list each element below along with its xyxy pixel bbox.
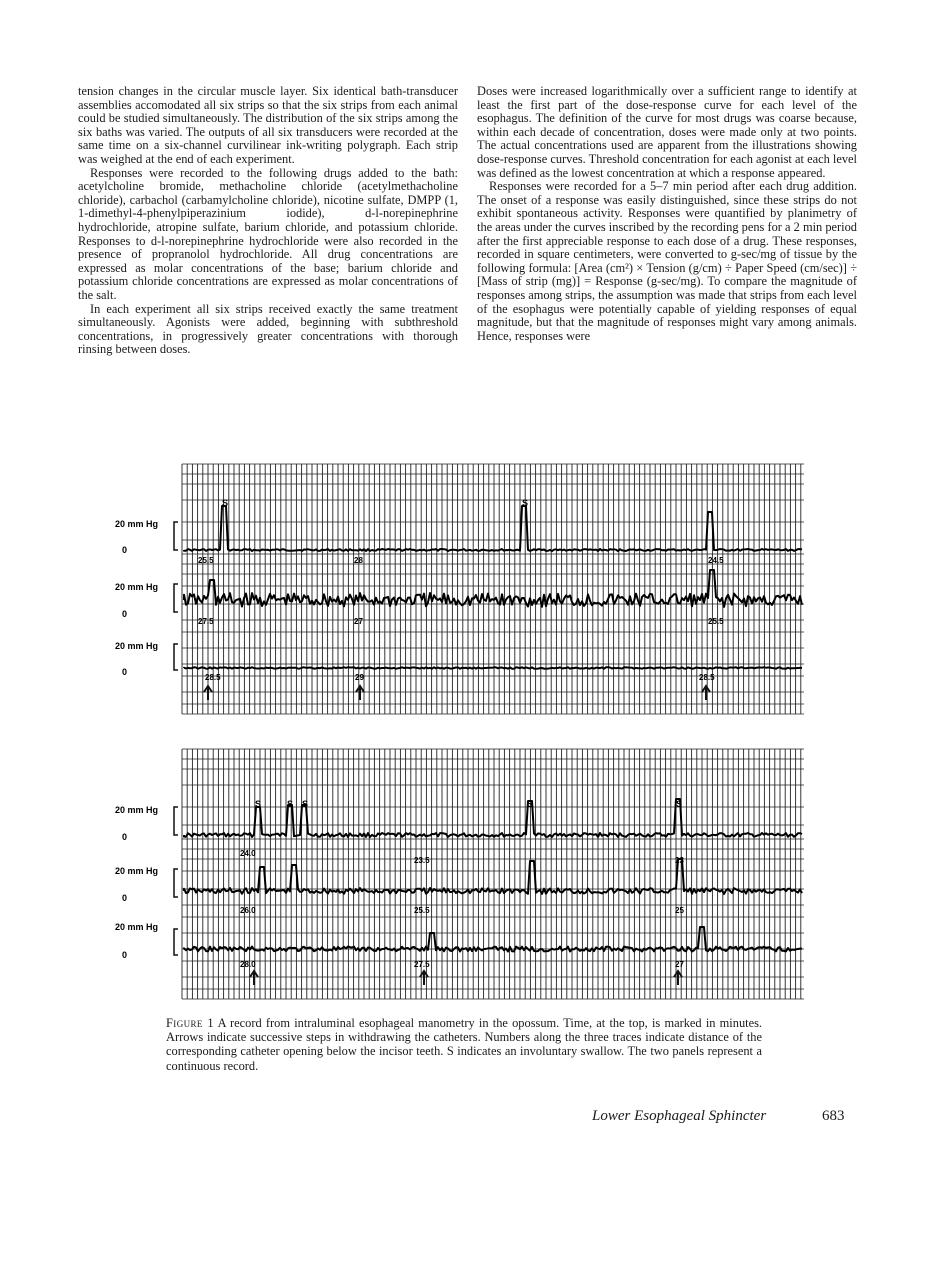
trace-number: 25: [675, 906, 684, 915]
zero-label: 0: [122, 667, 128, 677]
right-text-column: [477, 85, 857, 343]
paragraph: Responses were recorded to the following drugs added to the bath: acetylcholine bromide, methacholine chloride (acetylmethacholine chloride), carbachol (carbamylcholine chloride), nicotine sulfate, DMPP (1, 1-dimethyl-4-phenylpiperazinium iodide), d-l-norepinephrine hydrochloride, atropine sulfate, barium chloride, and potassium chloride. Responses to d-l-norepinephrine hydrochloride were also recorded in the presence of propranolol hydrochloride. All drug concentrations are expressed as molar concentrations of the base; barium chloride and potassium chloride concentrations are expressed as molar concentrations of the salt.: [78, 165, 458, 302]
trace-number: 26.0: [240, 906, 256, 915]
scale-label: 20 mm Hg: [115, 805, 159, 815]
scale-label: 20 mm Hg: [115, 866, 159, 876]
swallow-mark: S: [522, 498, 529, 508]
scale-label: 20 mm Hg: [115, 641, 159, 651]
caption-text: A record from intraluminal esophageal manometry in the opossum. Time, at the top, is marked in minutes. Arrows indicate successive steps in withdrawing the catheters. Numbers along the three traces indicate distance of the corresponding catheter opening below the incisor teeth. S indicates an involuntary swallow. The two panels represent a continuous record.: [166, 1016, 763, 1073]
trace-number: 25.5: [414, 906, 430, 915]
trace-number: 28.0: [240, 960, 256, 969]
trace-number: 25.5: [708, 617, 724, 626]
left-text-column: [78, 85, 458, 357]
chart-grid: [174, 749, 804, 999]
withdrawal-arrow-icon: [250, 971, 258, 985]
withdrawal-arrow-icon: [702, 686, 710, 700]
withdrawal-arrow-icon: [356, 686, 364, 700]
trace-number: 29: [355, 673, 364, 682]
figure-label: Figure 1: [166, 1016, 215, 1030]
running-title: Lower Esophageal Sphincter: [592, 1108, 767, 1124]
zero-label: 0: [122, 832, 128, 842]
swallow-mark: S: [302, 799, 309, 809]
pressure-traces: [184, 506, 802, 669]
pressure-traces: [184, 799, 802, 952]
swallow-mark: S: [287, 799, 294, 809]
trace-number: 27.5: [198, 617, 214, 626]
zero-label: 0: [122, 893, 128, 903]
paragraph: tension changes in the circular muscle layer. Six identical bath-transducer assemblies accomodated all six strips so that the six strips from each animal could be studied simultaneously. The distribution of the six strips among the six baths was varied. The outputs of all six transducers were recorded at the same time on a six-channel curvilinear ink-writing polygraph. Each strip was weighed at the end of each experiment.: [78, 84, 458, 166]
page-number: 683: [822, 1108, 845, 1124]
trace-number: 24.5: [708, 556, 724, 565]
swallow-mark: S: [527, 799, 534, 809]
trace-number: 27: [675, 960, 684, 969]
scale-label: 20 mm Hg: [115, 922, 159, 932]
manometry-panel-top: [112, 460, 812, 718]
scale-label: 20 mm Hg: [115, 582, 159, 592]
paragraph: Doses were increased logarithmically over a sufficient range to identify at least the first part of the dose-response curve for each level of the esophagus. The definition of the curve for most drugs was coarse because, within each decade of concentration, doses were made only at two points. The actual concentrations used are apparent from the illustrations showing dose-response curves. Threshold concentration for each agonist at each level was defined as the lowest concentration at which a response appeared.: [477, 84, 857, 180]
zero-label: 0: [122, 950, 128, 960]
figure-caption: [166, 1016, 762, 1073]
swallow-mark: S: [255, 799, 262, 809]
trace-number: 25.5: [198, 556, 214, 565]
trace-number: 28.5: [205, 673, 221, 682]
manometry-panel-bottom: [112, 745, 812, 1003]
paragraph: In each experiment all six strips received exactly the same treatment simultaneously. Agonists were added, beginning with subthreshold concentrations, in progressively greater concentrations with thorough rinsing between doses.: [78, 301, 458, 357]
zero-label: 0: [122, 545, 128, 555]
trace-number: 27: [354, 617, 363, 626]
trace-number: 28: [354, 556, 363, 565]
trace-number: 23.5: [414, 856, 430, 865]
scale-label: 20 mm Hg: [115, 519, 159, 529]
trace-number: 27.5: [414, 960, 430, 969]
paragraph: Responses were recorded for a 5–7 min period after each drug addition. The onset of a response was easily distinguished, since these strips do not exhibit spontaneous activity. Responses were quantified by planimetry of the areas under the curves inscribed by the recording pens for a 2 min period after the first appreciable response to each dose of a drug. These responses, recorded in square centimeters, were converted to g-sec/mg of tissue by the following formula: [Area (cm²) × Tension (g/cm) ÷ Paper Speed (cm/sec)] ÷ [Mass of strip (mg)] = Response (g-sec/mg). To compare the magnitude of responses among strips, the assumption was made that strips from each level of the esophagus were potentially capable of yielding responses of equal magnitude, but that the magnitude of responses might vary among animals. Hence, responses were: [477, 179, 857, 343]
trace-number: 28.5: [699, 673, 715, 682]
zero-label: 0: [122, 609, 128, 619]
withdrawal-arrow-icon: [204, 686, 212, 700]
trace-number: 24.0: [240, 849, 256, 858]
trace-number: 23: [675, 856, 684, 865]
swallow-mark: S: [222, 498, 229, 508]
swallow-mark: S: [676, 799, 683, 809]
